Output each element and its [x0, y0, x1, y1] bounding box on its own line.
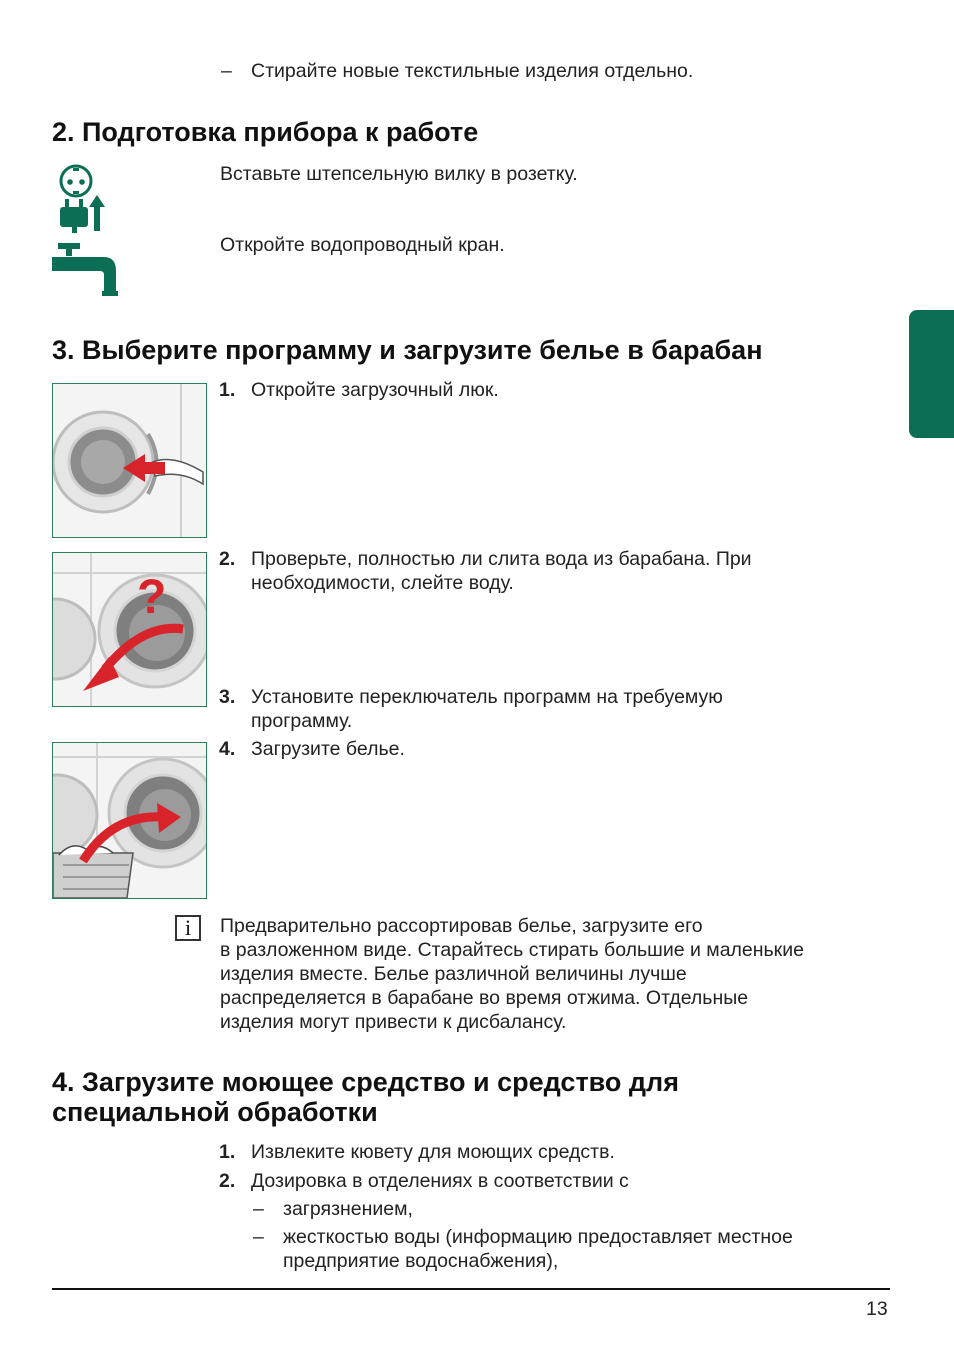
info-text-line: изделия вместе. Белье различной величины лучше [220, 963, 687, 985]
intro-text: Стирайте новые текстильные изделия отдельно. [251, 60, 694, 82]
tap-instruction: Откройте водопроводный кран. [220, 234, 505, 256]
step-text: Загрузите белье. [251, 738, 405, 760]
section-3-title: 3. Выберите программу и загрузите белье в барабан [52, 335, 763, 365]
footer-rule [52, 1288, 890, 1290]
open-door-illustration [52, 383, 207, 538]
info-text-line: изделия могут привести к дисбалансу. [220, 1011, 567, 1033]
step-number: 2. [219, 548, 236, 570]
info-icon: i [175, 915, 201, 941]
step-text: программу. [251, 710, 353, 732]
intro-dash: – [221, 60, 232, 82]
section-4-title-cont: специальной обработки [52, 1097, 378, 1127]
sub-item-dash: – [253, 1198, 264, 1220]
step-text: Установите переключатель программ на требуемую [251, 686, 723, 708]
sub-item-dash: – [253, 1226, 264, 1248]
page-number: 13 [866, 1298, 888, 1320]
step-number: 1. [219, 1141, 236, 1163]
info-text-line: в разложенном виде. Старайтесь стирать большие и маленькие [220, 939, 804, 961]
step-number: 1. [219, 379, 236, 401]
step-text: Откройте загрузочный люк. [251, 379, 499, 401]
water-tap-icon [52, 243, 118, 297]
plug-socket-icon [52, 163, 112, 235]
info-text-line: распределяется в барабане во время отжима. Отдельные [220, 987, 749, 1009]
section-4-title: 4. Загрузите моющее средство и средство для [52, 1067, 679, 1097]
info-text-line: Предварительно рассортировав белье, загрузите его [220, 915, 703, 937]
step-number: 2. [219, 1170, 236, 1192]
section-2-title: 2. Подготовка прибора к работе [52, 117, 479, 147]
step-number: 3. [219, 686, 236, 708]
load-laundry-illustration [52, 742, 207, 899]
section-side-tab [909, 310, 954, 438]
check-water-illustration [52, 552, 207, 707]
step-number: 4. [219, 738, 236, 760]
plug-instruction: Вставьте штепсельную вилку в розетку. [220, 163, 578, 185]
sub-item-text: жесткостью воды (информацию предоставляет местное [283, 1226, 793, 1248]
step-text: Проверьте, полностью ли слита вода из барабана. При [251, 548, 752, 570]
step-text: Дозировка в отделениях в соответствии с [251, 1170, 629, 1192]
sub-item-text: предприятие водоснабжения), [283, 1250, 559, 1272]
svg-text:?: ? [137, 571, 167, 624]
step-text: необходимости, слейте воду. [251, 572, 514, 594]
step-text: Извлеките кювету для моющих средств. [251, 1141, 615, 1163]
sub-item-text: загрязнением, [283, 1198, 413, 1220]
